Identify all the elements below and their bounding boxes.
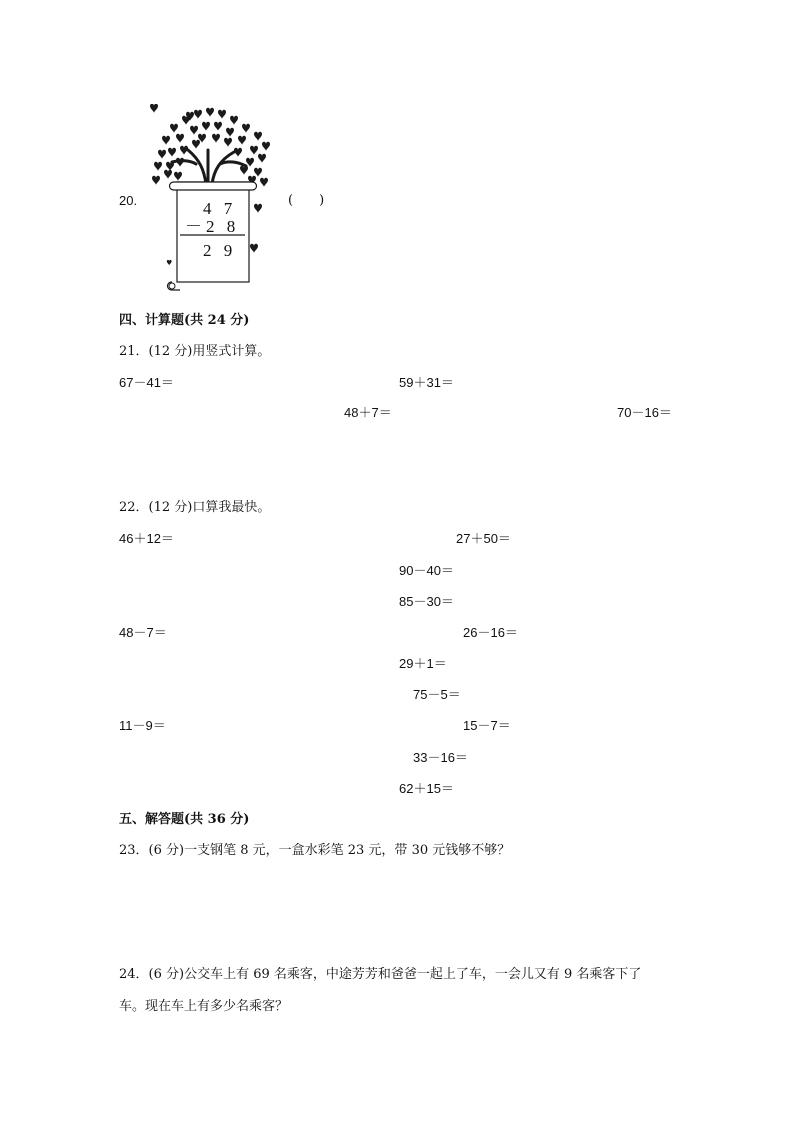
- question-23: 23．(6 分)一支钢笔 8 元，一盒水彩笔 23 元，带 30 元钱够不够？: [119, 843, 511, 858]
- vertical-calc-row2: －2 8: [185, 217, 240, 236]
- q22-item: 48－7＝: [119, 625, 167, 640]
- q22-item: 85－30＝: [399, 594, 454, 609]
- q21-item: 70－16＝: [617, 405, 672, 420]
- q21-item: 59＋31＝: [399, 375, 454, 390]
- q22-item: 26－16＝: [463, 625, 518, 640]
- q22-item: 90－40＝: [399, 563, 454, 578]
- q22-item: 15－7＝: [463, 718, 511, 733]
- q21-item: 48＋7＝: [344, 405, 392, 420]
- vertical-calc-result: 2 9: [203, 241, 237, 260]
- q22-item: 27＋50＝: [456, 531, 511, 546]
- q22-item: 11－9＝: [119, 718, 166, 733]
- q22-item: 33－16＝: [413, 750, 468, 765]
- question-24-line2: 车。现在车上有多少名乘客？: [119, 999, 289, 1014]
- question-20-number: 20.: [119, 193, 138, 208]
- section-4-heading: 四、计算题(共 24 分): [119, 313, 250, 328]
- q22-item: 46＋12＝: [119, 531, 174, 546]
- question-22-prompt: 22．(12 分)口算我最快。: [119, 500, 271, 515]
- vertical-calc-row1: 4 7: [203, 199, 237, 218]
- section-5-heading: 五、解答题(共 36 分): [119, 812, 250, 827]
- q22-item: 29＋1＝: [399, 656, 447, 671]
- q22-item: 75－5＝: [413, 687, 461, 702]
- answer-blank[interactable]: ( ): [288, 193, 325, 208]
- q21-item: 67－41＝: [119, 375, 174, 390]
- q22-item: 62＋15＝: [399, 781, 454, 796]
- question-21-prompt: 21．(12 分)用竖式计算。: [119, 344, 271, 359]
- question-24-line1: 24．(6 分)公交车上有 69 名乘客，中途芳芳和爸爸一起上了车，一会儿又有 9 名乘客下了: [119, 967, 642, 982]
